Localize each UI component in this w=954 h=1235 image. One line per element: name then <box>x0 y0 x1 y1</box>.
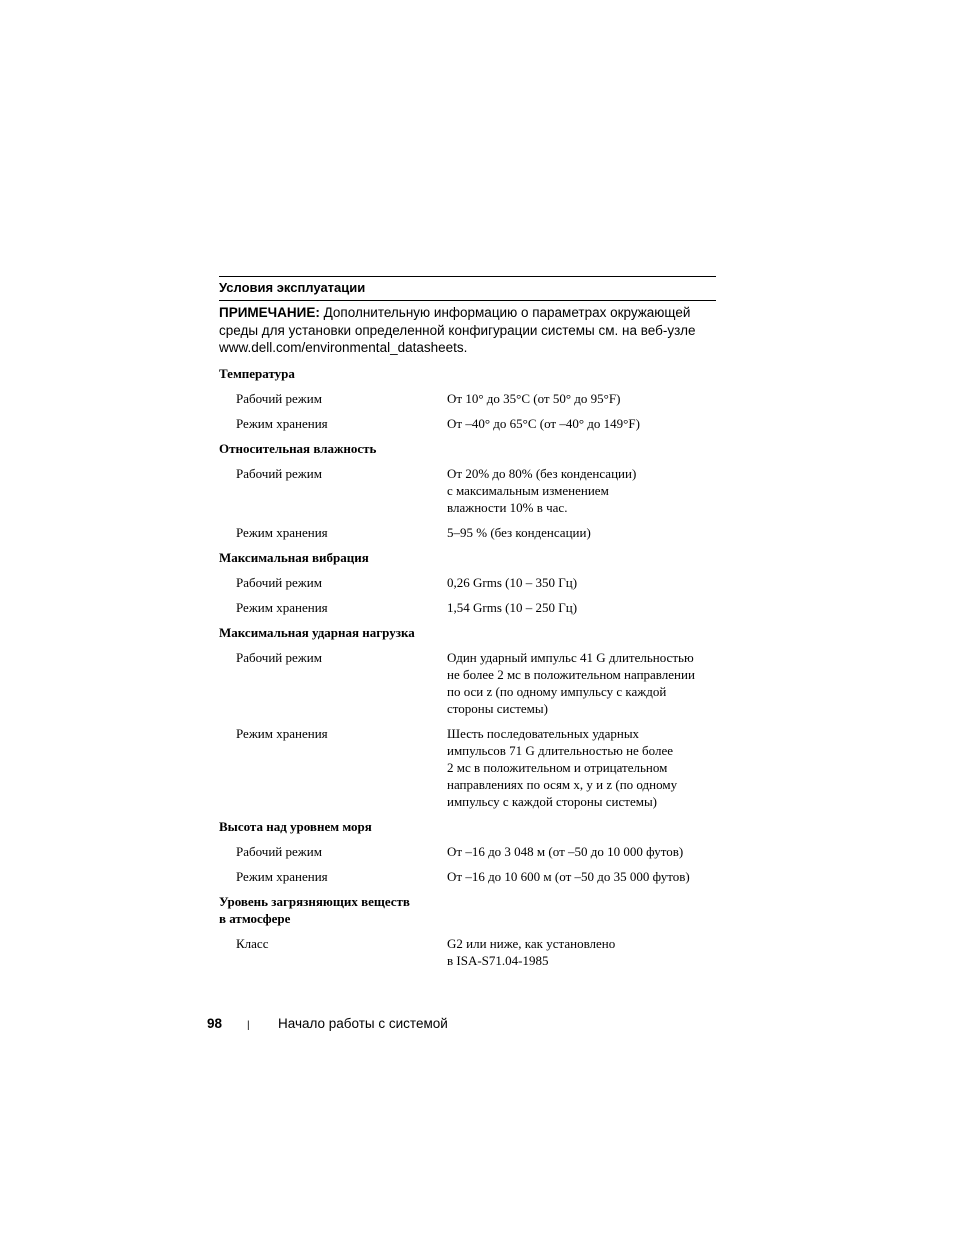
chapter-title: Начало работы с системой <box>278 1016 448 1031</box>
spec-group-title <box>219 893 716 927</box>
spec-row-value <box>447 465 716 516</box>
value-line: 0,26 Grms (10 – 350 Гц) <box>447 574 578 590</box>
spec-row-name: Класс <box>236 935 269 951</box>
group-title-line: Максимальная ударная нагрузка <box>219 624 415 640</box>
spec-row-value <box>447 415 716 432</box>
note-label: ПРИМЕЧАНИЕ: <box>219 305 320 320</box>
spec-row-name: Режим хранения <box>236 415 328 431</box>
spec-row-value <box>447 649 716 717</box>
spec-row-name: Рабочий режим <box>236 390 322 406</box>
spec-row-name: Режим хранения <box>236 725 328 741</box>
spec-row-value <box>447 524 716 541</box>
group-title-line: Температура <box>219 365 295 381</box>
value-line: импульсов 71 G длительностью не более <box>447 742 674 758</box>
spec-group-title <box>219 365 716 382</box>
value-line: по оси z (по одному импульсу с каждой <box>447 683 667 699</box>
spec-row-value <box>447 390 716 407</box>
spec-row-value <box>447 574 716 591</box>
group-title-line: в атмосфере <box>219 910 291 926</box>
spec-row-name: Режим хранения <box>236 599 328 615</box>
value-line: 1,54 Grms (10 – 250 Гц) <box>447 599 578 615</box>
value-line: От 20% до 80% (без конденсации) <box>447 465 637 481</box>
value-line: влажности 10% в час. <box>447 499 568 515</box>
page-footer <box>207 1015 448 1035</box>
spec-row <box>219 843 716 860</box>
footer-separator: | <box>247 1020 250 1031</box>
note-line-2: среды для установки определенной конфигурации системы см. на веб-узле <box>219 322 696 338</box>
spec-row-name: Рабочий режим <box>236 843 322 859</box>
spec-row-value <box>447 935 716 969</box>
spec-row <box>219 935 716 969</box>
spec-row-value <box>447 599 716 616</box>
spec-row <box>219 415 716 432</box>
spec-group-title <box>219 549 716 566</box>
spec-row-value <box>447 843 716 860</box>
note-line-3: www.dell.com/environmental_datasheets. <box>219 340 468 355</box>
note-block <box>219 301 716 357</box>
spec-row-name: Рабочий режим <box>236 574 322 590</box>
spec-row <box>219 524 716 541</box>
value-line: с максимальным изменением <box>447 482 609 498</box>
value-line: импульсу с каждой стороны системы) <box>447 793 658 809</box>
spec-row-name: Рабочий режим <box>236 465 322 481</box>
value-line: От –40° до 65°C (от –40° до 149°F) <box>447 415 640 431</box>
spec-row-name: Рабочий режим <box>236 649 322 665</box>
spec-row <box>219 465 716 516</box>
page-number: 98 <box>207 1016 223 1031</box>
spec-group-title <box>219 818 716 835</box>
group-title-line: Высота над уровнем моря <box>219 818 372 834</box>
group-title-line: Относительная влажность <box>219 440 377 456</box>
environment-table <box>219 276 716 969</box>
value-line: От –16 до 3 048 м (от –50 до 10 000 футов) <box>447 843 684 859</box>
spec-row <box>219 390 716 407</box>
group-title-line: Уровень загрязняющих веществ <box>219 893 410 909</box>
value-line: в ISA-S71.04-1985 <box>447 952 549 968</box>
group-title-line: Максимальная вибрация <box>219 549 369 565</box>
spec-group-title <box>219 440 716 457</box>
spec-row <box>219 649 716 717</box>
value-line: не более 2 мс в положительном направлении <box>447 666 695 682</box>
spec-group-title <box>219 624 716 641</box>
spec-row-value <box>447 725 716 810</box>
value-line: направлениях по осям x, y и z (по одному <box>447 776 678 792</box>
section-title: Условия эксплуатации <box>219 280 366 295</box>
spec-row <box>219 574 716 591</box>
spec-row-name: Режим хранения <box>236 524 328 540</box>
spec-row-name: Режим хранения <box>236 868 328 884</box>
spec-groups <box>219 365 716 969</box>
value-line: Шесть последовательных ударных <box>447 725 640 741</box>
value-line: От 10° до 35°C (от 50° до 95°F) <box>447 390 621 406</box>
value-line: От –16 до 10 600 м (от –50 до 35 000 футов) <box>447 868 690 884</box>
spec-row <box>219 599 716 616</box>
spec-row-value <box>447 868 716 885</box>
value-line: стороны системы) <box>447 700 548 716</box>
value-line: 5–95 % (без конденсации) <box>447 524 591 540</box>
value-line: 2 мс в положительном и отрицательном <box>447 759 668 775</box>
value-line: Один ударный импульс 41 G длительностью <box>447 649 694 665</box>
spec-row <box>219 725 716 810</box>
note-line-1: Дополнительную информацию о параметрах окружающей <box>323 305 691 320</box>
value-line: G2 или ниже, как установлено <box>447 935 616 951</box>
spec-row <box>219 868 716 885</box>
